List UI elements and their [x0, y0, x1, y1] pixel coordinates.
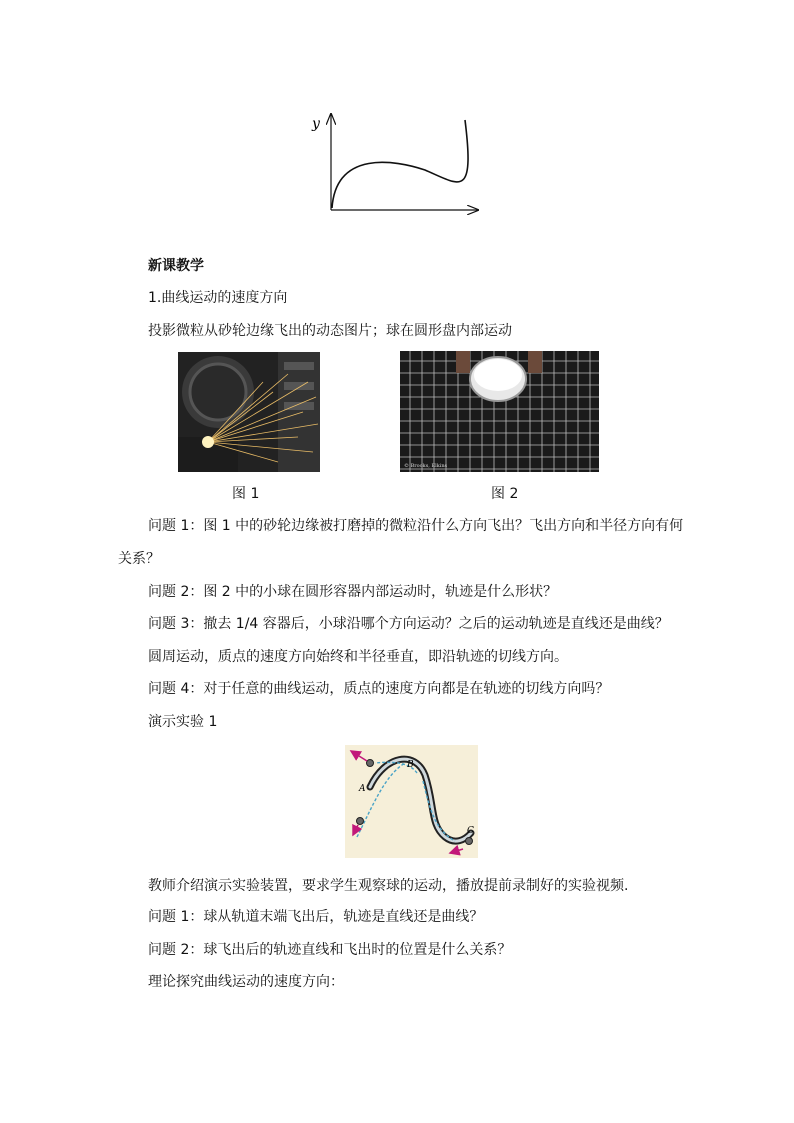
- figure2-watermark: © Brooks, Elkins: [404, 463, 448, 469]
- curve-graph: [300, 110, 490, 220]
- figure1-caption: 图 1: [232, 486, 260, 502]
- demo-label: 演示实验 1: [148, 714, 218, 730]
- figure2-circular-dish-image: [400, 351, 599, 472]
- figure1-grinding-sparks-image: [178, 352, 320, 472]
- s-track-diagram: [345, 745, 478, 858]
- question1-line2: 关系？: [118, 551, 160, 567]
- track-label-c: C: [467, 826, 474, 836]
- intro-text: 投影微粒从砂轮边缘飞出的动态图片；球在圆形盘内部运动: [148, 323, 512, 339]
- question4: 问题 4：对于任意的曲线运动，质点的速度方向都是在轨迹的切线方向吗？: [148, 681, 610, 697]
- circular-motion-statement: 圆周运动，质点的速度方向始终和半径垂直，即沿轨迹的切线方向。: [148, 649, 568, 665]
- figure2-caption: 图 2: [491, 486, 519, 502]
- demo-question2: 问题 2：球飞出后的轨迹直线和飞出时的位置是什么关系？: [148, 942, 512, 958]
- question1-line1: 问题 1：图 1 中的砂轮边缘被打磨掉的微粒沿什么方向飞出？飞出方向和半径方向有何: [148, 518, 684, 534]
- demo-question1: 问题 1：球从轨道末端飞出后，轨迹是直线还是曲线？: [148, 909, 484, 925]
- track-label-a: A: [359, 784, 366, 794]
- teacher-description: 教师介绍演示实验装置，要求学生观察球的运动，播放提前录制好的实验视频.: [148, 878, 629, 894]
- y-axis-label: y: [312, 116, 320, 132]
- subtitle: 1.曲线运动的速度方向: [148, 290, 288, 306]
- section-title: 新课教学: [148, 258, 204, 274]
- question3: 问题 3：撤去 1/4 容器后，小球沿哪个方向运动？之后的运动轨迹是直线还是曲线？: [148, 616, 669, 632]
- curve-line: [332, 120, 468, 208]
- track-label-b: B: [407, 760, 414, 770]
- question2: 问题 2：图 2 中的小球在圆形容器内部运动时，轨迹是什么形状？: [148, 584, 558, 600]
- closing-text: 理论探究曲线运动的速度方向：: [148, 974, 344, 990]
